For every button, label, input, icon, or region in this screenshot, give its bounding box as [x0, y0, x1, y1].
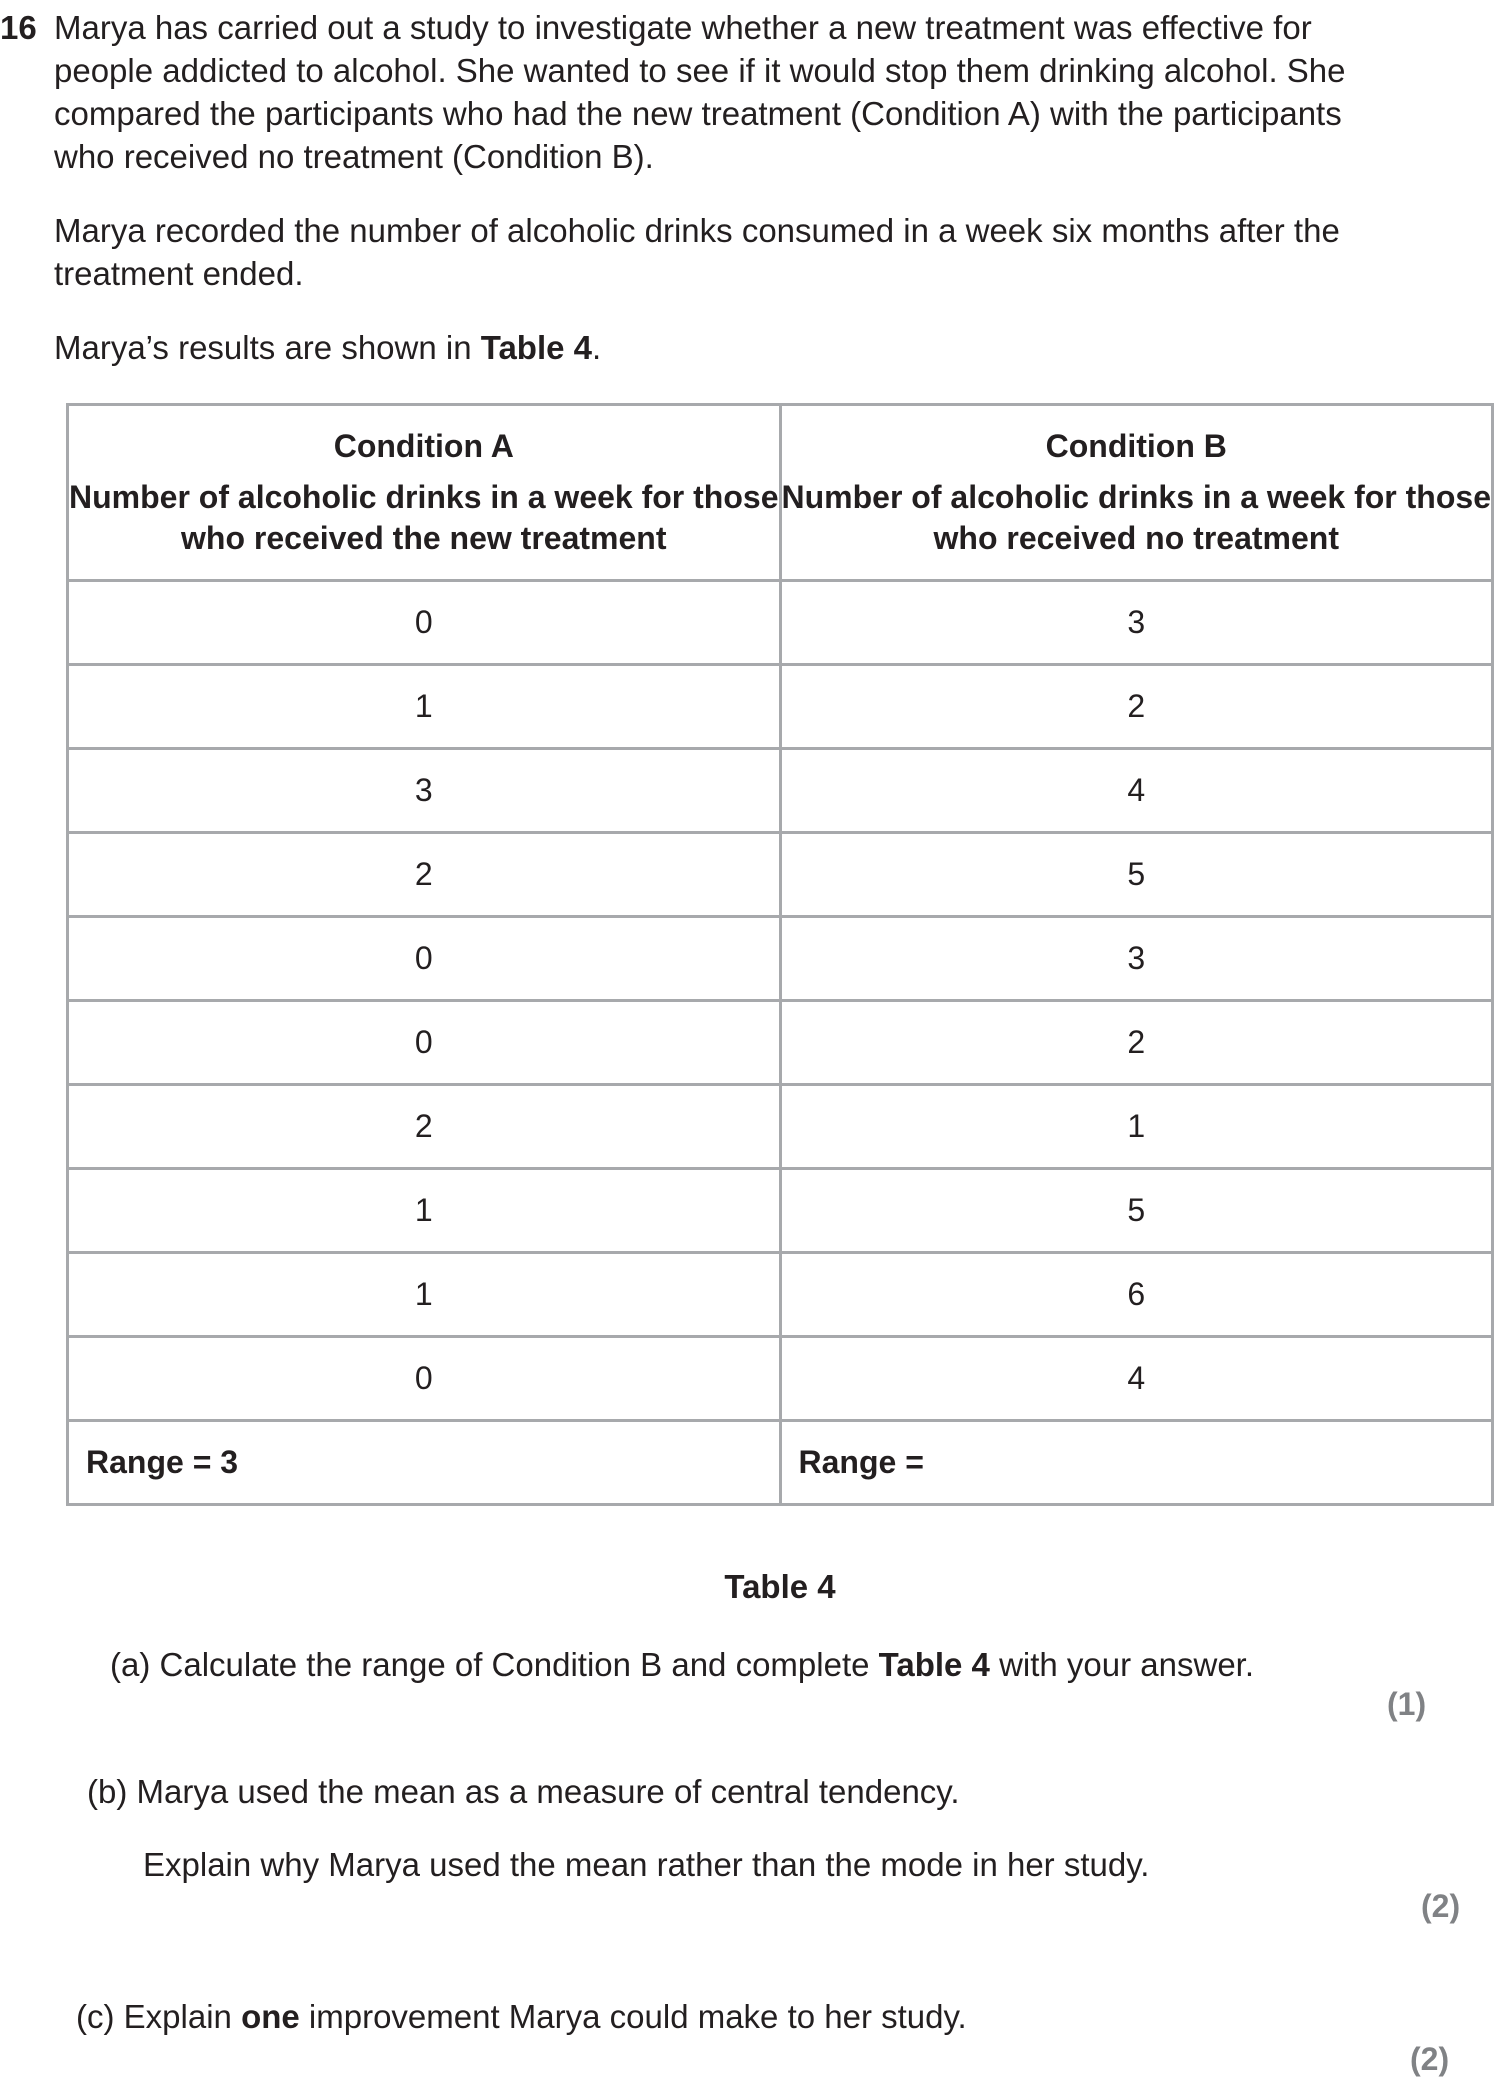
- condition-a-value: 0: [68, 1337, 781, 1421]
- condition-b-value: 1: [780, 1085, 1493, 1169]
- part-a-text-2: with your answer.: [989, 1646, 1255, 1683]
- condition-a-value: 0: [68, 917, 781, 1001]
- range-a-cell: Range = 3: [68, 1421, 781, 1505]
- condition-a-value: 1: [68, 665, 781, 749]
- table-row: [68, 581, 1493, 665]
- part-b-instruction: Explain why Marya used the mean rather than the mode in her study.: [143, 1846, 1150, 1883]
- table-row: [68, 665, 1493, 749]
- condition-a-value: 0: [68, 581, 781, 665]
- table-row: [68, 1337, 1493, 1421]
- results-suffix: .: [592, 329, 602, 366]
- part-b-label: (b): [87, 1773, 128, 1810]
- condition-a-value: 1: [68, 1169, 781, 1253]
- part-a-label: (a): [110, 1646, 151, 1683]
- header-condition-a: [68, 405, 781, 581]
- part-c: [76, 1995, 967, 2038]
- results-prefix: Marya’s results are shown in: [54, 329, 481, 366]
- table-row: [68, 1001, 1493, 1085]
- part-b-text: Marya used the mean as a measure of central tendency.: [136, 1773, 960, 1810]
- condition-b-value: 4: [780, 749, 1493, 833]
- part-a-marks: (1): [1387, 1686, 1427, 1722]
- condition-a-value: 2: [68, 1085, 781, 1169]
- part-c-emphasis: one: [241, 1998, 300, 2035]
- part-a-table-ref: Table 4: [878, 1646, 990, 1683]
- range-row: [68, 1421, 1493, 1505]
- condition-b-value: 5: [780, 1169, 1493, 1253]
- condition-b-value: 6: [780, 1253, 1493, 1337]
- condition-b-value: 3: [780, 581, 1493, 665]
- condition-b-value: 4: [780, 1337, 1493, 1421]
- condition-a-title: Condition A: [333, 428, 514, 464]
- header-condition-b: [780, 405, 1493, 581]
- part-a: [110, 1643, 1254, 1686]
- part-a-text-1: Calculate the range of Condition B and complete: [159, 1646, 879, 1683]
- condition-b-value: 2: [780, 1001, 1493, 1085]
- condition-a-description: Number of alcoholic drinks in a week for those who received the new treatment: [69, 479, 779, 556]
- table-row: [68, 1253, 1493, 1337]
- results-table-ref: Table 4: [480, 329, 592, 366]
- results-table: [66, 403, 1494, 1506]
- condition-a-value: 1: [68, 1253, 781, 1337]
- table-caption: Table 4: [724, 1568, 836, 1605]
- table-row: [68, 749, 1493, 833]
- condition-b-title: Condition B: [1045, 428, 1227, 464]
- part-c-text-2: improvement Marya could make to her study.: [299, 1998, 967, 2035]
- condition-b-value: 5: [780, 833, 1493, 917]
- table-body: [68, 581, 1493, 1421]
- condition-b-description: Number of alcoholic drinks in a week for those who received no treatment: [781, 479, 1491, 556]
- question-recorded: Marya recorded the number of alcoholic drinks consumed in a week six months after the treatment ended.: [54, 212, 1340, 292]
- condition-b-value: 3: [780, 917, 1493, 1001]
- part-c-marks: (2): [1410, 2041, 1450, 2077]
- question-results-line: [54, 326, 1374, 369]
- question-intro: Marya has carried out a study to investigate whether a new treatment was effective for people addicted to alcohol. She wanted to see if it would stop them drinking alcohol. She compared the participants who had the new treatment (Condition A) with the participants who received no treatment (Condition B).: [54, 9, 1346, 175]
- part-b-marks: (2): [1421, 1888, 1461, 1924]
- table-row: [68, 1085, 1493, 1169]
- part-c-text-1: Explain: [123, 1998, 242, 2035]
- range-b-cell[interactable]: Range =: [780, 1421, 1493, 1505]
- table-header-row: [68, 405, 1493, 581]
- part-b: [87, 1770, 960, 1813]
- condition-a-value: 0: [68, 1001, 781, 1085]
- condition-b-value: 2: [780, 665, 1493, 749]
- question-number: 16: [0, 9, 37, 46]
- condition-a-value: 3: [68, 749, 781, 833]
- table-row: [68, 833, 1493, 917]
- condition-a-value: 2: [68, 833, 781, 917]
- table-row: [68, 1169, 1493, 1253]
- table-row: [68, 917, 1493, 1001]
- part-c-label: (c): [76, 1998, 115, 2035]
